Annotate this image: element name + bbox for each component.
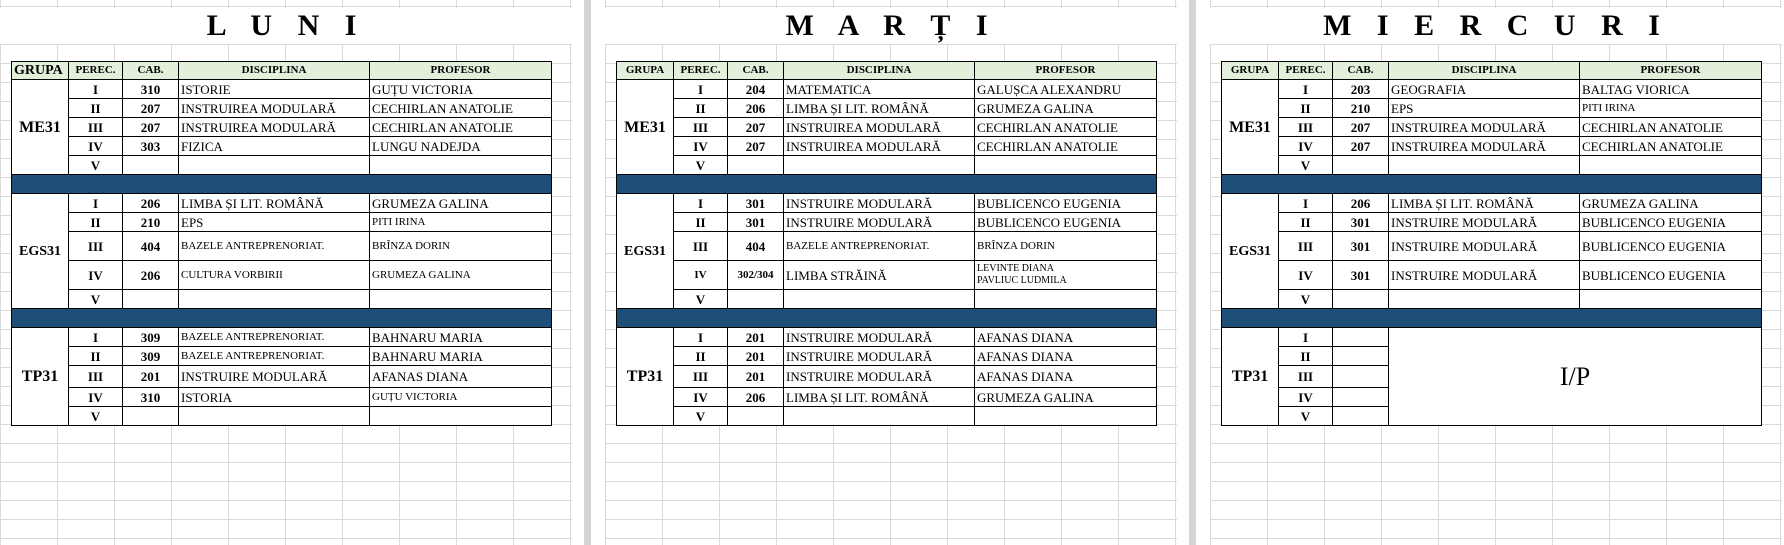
- disciplina-cell[interactable]: LIMBA ȘI LIT. ROMÂNĂ: [784, 388, 975, 407]
- header-cab[interactable]: CAB.: [728, 62, 784, 80]
- profesor-cell[interactable]: PITI IRINA: [1580, 99, 1762, 118]
- perec-cell[interactable]: II: [1279, 213, 1333, 232]
- header-cab[interactable]: CAB.: [1333, 62, 1389, 80]
- perec-cell[interactable]: III: [69, 118, 123, 137]
- table-row: [1222, 118, 1762, 137]
- header-disciplina[interactable]: DISCIPLINA: [1389, 62, 1580, 80]
- table-row: [617, 137, 1157, 156]
- cab-cell[interactable]: 301: [728, 194, 784, 213]
- table-row: [617, 232, 1157, 261]
- group-cell[interactable]: ME31: [1222, 80, 1279, 175]
- cab-cell[interactable]: 201: [728, 366, 784, 388]
- cab-cell[interactable]: [123, 407, 179, 426]
- perec-cell[interactable]: III: [1279, 118, 1333, 137]
- perec-cell[interactable]: II: [674, 99, 728, 118]
- perec-cell[interactable]: III: [674, 118, 728, 137]
- profesor-cell[interactable]: GRUMEZA GALINA: [975, 99, 1157, 118]
- cab-cell[interactable]: [1333, 290, 1389, 309]
- profesor-cell[interactable]: [975, 261, 1157, 290]
- sheet-luni: [0, 0, 572, 545]
- perec-cell[interactable]: V: [674, 290, 728, 309]
- cab-cell[interactable]: 309: [123, 328, 179, 347]
- profesor-cell[interactable]: AFANAS DIANA: [975, 366, 1157, 388]
- profesor-cell[interactable]: LUNGU NADEJDA: [370, 137, 552, 156]
- disciplina-cell[interactable]: BAZELE ANTREPRENORIAT.: [179, 328, 370, 347]
- header-disciplina[interactable]: DISCIPLINA: [179, 62, 370, 80]
- table-row: [1222, 156, 1762, 175]
- group-cell[interactable]: EGS31: [1222, 194, 1279, 309]
- day-title-miercuri: M I E R C U R I: [1210, 8, 1782, 44]
- header-profesor[interactable]: PROFESOR: [370, 62, 552, 80]
- perec-cell[interactable]: V: [674, 407, 728, 426]
- table-row: [12, 80, 552, 99]
- disciplina-cell[interactable]: [179, 290, 370, 309]
- cab-cell[interactable]: [728, 290, 784, 309]
- profesor-cell[interactable]: [1580, 156, 1762, 175]
- cab-cell[interactable]: 303: [123, 137, 179, 156]
- profesor-cell[interactable]: AFANAS DIANA: [975, 347, 1157, 366]
- perec-cell[interactable]: I: [1279, 80, 1333, 99]
- table-row: [617, 118, 1157, 137]
- table-row: [617, 80, 1157, 99]
- disciplina-cell[interactable]: ISTORIE: [179, 80, 370, 99]
- group-cell[interactable]: EGS31: [12, 194, 69, 309]
- disciplina-cell[interactable]: INSTRUIREA MODULARĂ: [179, 99, 370, 118]
- perec-cell[interactable]: IV: [69, 388, 123, 407]
- disciplina-cell[interactable]: INSTRUIREA MODULARĂ: [1389, 137, 1580, 156]
- profesor-cell[interactable]: BALTAG VIORICA: [1580, 80, 1762, 99]
- table-row: [617, 99, 1157, 118]
- table-row: [12, 99, 552, 118]
- day-title-marti: M A R Ț I: [605, 8, 1177, 44]
- perec-cell[interactable]: III: [1279, 232, 1333, 261]
- disciplina-cell[interactable]: INSTRUIRE MODULARĂ: [784, 347, 975, 366]
- cab-cell[interactable]: 301: [728, 213, 784, 232]
- disciplina-cell[interactable]: INSTRUIRE MODULARĂ: [784, 328, 975, 347]
- header-perec[interactable]: PEREC.: [1279, 62, 1333, 80]
- disciplina-cell[interactable]: INSTRUIREA MODULARĂ: [1389, 118, 1580, 137]
- table-row: [1222, 232, 1762, 261]
- cab-cell[interactable]: 207: [728, 137, 784, 156]
- cab-cell[interactable]: [1333, 347, 1389, 366]
- group-cell[interactable]: ME31: [12, 80, 69, 175]
- perec-cell[interactable]: II: [1279, 347, 1333, 366]
- group-cell[interactable]: EGS31: [617, 194, 674, 309]
- cab-cell[interactable]: 206: [728, 99, 784, 118]
- profesor-cell[interactable]: GRUMEZA GALINA: [370, 194, 552, 213]
- cab-cell[interactable]: 207: [123, 118, 179, 137]
- disciplina-cell[interactable]: LIMBA ȘI LIT. ROMÂNĂ: [1389, 194, 1580, 213]
- group-separator-band: [1222, 309, 1762, 328]
- perec-cell[interactable]: V: [69, 290, 123, 309]
- profesor-cell[interactable]: [975, 290, 1157, 309]
- profesor-cell[interactable]: CECHIRLAN ANATOLIE: [370, 118, 552, 137]
- perec-cell[interactable]: I: [69, 80, 123, 99]
- table-row: [12, 213, 552, 232]
- perec-cell[interactable]: IV: [674, 261, 728, 290]
- disciplina-cell[interactable]: LIMBA STRĂINĂ: [784, 261, 975, 290]
- disciplina-cell[interactable]: MATEMATICA: [784, 80, 975, 99]
- perec-cell[interactable]: V: [674, 156, 728, 175]
- perec-cell[interactable]: V: [1279, 156, 1333, 175]
- profesor-cell[interactable]: [975, 407, 1157, 426]
- perec-cell[interactable]: V: [69, 407, 123, 426]
- cab-cell[interactable]: 206: [123, 261, 179, 290]
- profesor-cell[interactable]: GALUȘCA ALEXANDRU: [975, 80, 1157, 99]
- profesor-cell[interactable]: [370, 290, 552, 309]
- disciplina-cell[interactable]: LIMBA ȘI LIT. ROMÂNĂ: [179, 194, 370, 213]
- disciplina-cell[interactable]: INSTRUIREA MODULARĂ: [784, 118, 975, 137]
- disciplina-cell[interactable]: [784, 156, 975, 175]
- profesor-cell[interactable]: BUBLICENCO EUGENIA: [975, 213, 1157, 232]
- table-row: [12, 328, 552, 347]
- table-row: [12, 156, 552, 175]
- table-row: [1222, 80, 1762, 99]
- table-row: [617, 194, 1157, 213]
- cab-cell[interactable]: 310: [123, 388, 179, 407]
- cab-cell[interactable]: 207: [1333, 118, 1389, 137]
- cab-cell[interactable]: 210: [1333, 99, 1389, 118]
- cab-cell[interactable]: 201: [123, 366, 179, 388]
- group-separator-band: [617, 175, 1157, 194]
- profesor-cell[interactable]: [975, 156, 1157, 175]
- disciplina-cell[interactable]: EPS: [179, 213, 370, 232]
- header-grupa[interactable]: GRUPA: [1222, 62, 1279, 80]
- table-row: [12, 388, 552, 407]
- profesor-cell[interactable]: CECHIRLAN ANATOLIE: [370, 99, 552, 118]
- profesor-cell[interactable]: BUBLICENCO EUGENIA: [1580, 232, 1762, 261]
- perec-cell[interactable]: II: [1279, 99, 1333, 118]
- profesor-cell[interactable]: [370, 156, 552, 175]
- perec-cell[interactable]: II: [69, 213, 123, 232]
- table-row: [617, 407, 1157, 426]
- cab-cell[interactable]: 310: [123, 80, 179, 99]
- disciplina-cell[interactable]: EPS: [1389, 99, 1580, 118]
- header-cab[interactable]: CAB.: [123, 62, 179, 80]
- header-grupa[interactable]: GRUPA: [617, 62, 674, 80]
- sheet-separator: [1189, 0, 1196, 545]
- cab-cell[interactable]: [1333, 366, 1389, 388]
- cab-cell[interactable]: [728, 156, 784, 175]
- disciplina-cell[interactable]: INSTRUIRE MODULARĂ: [784, 213, 975, 232]
- perec-cell[interactable]: III: [69, 232, 123, 261]
- profesor-cell[interactable]: AFANAS DIANA: [370, 366, 552, 388]
- profesor-cell[interactable]: BUBLICENCO EUGENIA: [1580, 261, 1762, 290]
- perec-cell[interactable]: I: [1279, 328, 1333, 347]
- table-row: [12, 366, 552, 388]
- group-cell[interactable]: ME31: [617, 80, 674, 175]
- sheet-marti: [605, 0, 1177, 545]
- group-separator-band: [617, 309, 1157, 328]
- perec-cell[interactable]: I: [674, 328, 728, 347]
- perec-cell[interactable]: II: [674, 347, 728, 366]
- group-separator-band: [12, 175, 552, 194]
- cab-cell[interactable]: 207: [1333, 137, 1389, 156]
- cab-cell[interactable]: 206: [1333, 194, 1389, 213]
- perec-cell[interactable]: III: [674, 232, 728, 261]
- cab-cell[interactable]: 207: [123, 99, 179, 118]
- header-grupa[interactable]: GRUPA: [12, 62, 69, 80]
- disciplina-cell[interactable]: [179, 156, 370, 175]
- perec-cell[interactable]: IV: [674, 137, 728, 156]
- profesor-cell[interactable]: GUȚU VICTORIA: [370, 80, 552, 99]
- cab-cell[interactable]: 301: [1333, 261, 1389, 290]
- profesor-cell[interactable]: CECHIRLAN ANATOLIE: [975, 118, 1157, 137]
- table-row: [1222, 290, 1762, 309]
- profesor-cell[interactable]: GUȚU VICTORIA: [370, 388, 552, 407]
- group-cell[interactable]: TP31: [1222, 328, 1279, 426]
- schedule-table-miercuri: [1221, 61, 1762, 426]
- cab-cell[interactable]: 210: [123, 213, 179, 232]
- day-title-luni: L U N I: [0, 8, 572, 44]
- disciplina-cell[interactable]: [1389, 156, 1580, 175]
- cab-cell[interactable]: 206: [123, 194, 179, 213]
- disciplina-cell[interactable]: LIMBA ȘI LIT. ROMÂNĂ: [784, 99, 975, 118]
- table-row: [617, 213, 1157, 232]
- disciplina-cell[interactable]: INSTRUIREA MODULARĂ: [784, 137, 975, 156]
- schedule-table-marti: [616, 61, 1157, 426]
- perec-cell[interactable]: IV: [1279, 261, 1333, 290]
- perec-cell[interactable]: IV: [1279, 137, 1333, 156]
- group-separator-band: [1222, 175, 1762, 194]
- cab-cell[interactable]: 404: [728, 232, 784, 261]
- profesor-cell[interactable]: PITI IRINA: [370, 213, 552, 232]
- table-row: [12, 407, 552, 426]
- table-row: [1222, 328, 1762, 347]
- group-separator-band: [12, 309, 552, 328]
- cab-cell[interactable]: 201: [728, 328, 784, 347]
- profesor-cell[interactable]: BAHNARU MARIA: [370, 328, 552, 347]
- disciplina-cell[interactable]: INSTRUIRE MODULARĂ: [1389, 213, 1580, 232]
- profesor-cell[interactable]: [1580, 290, 1762, 309]
- profesor-cell[interactable]: BRÎNZA DORIN: [975, 232, 1157, 261]
- cab-cell[interactable]: 206: [728, 388, 784, 407]
- disciplina-cell[interactable]: CULTURA VORBIRII: [179, 261, 370, 290]
- perec-cell[interactable]: I: [1279, 194, 1333, 213]
- profesor-cell[interactable]: CECHIRLAN ANATOLIE: [975, 137, 1157, 156]
- profesor-cell[interactable]: GRUMEZA GALINA: [370, 261, 552, 290]
- table-row: [617, 388, 1157, 407]
- table-row: [1222, 194, 1762, 213]
- perec-cell[interactable]: V: [69, 156, 123, 175]
- cab-cell[interactable]: 204: [728, 80, 784, 99]
- cab-cell[interactable]: [1333, 407, 1389, 426]
- cab-cell[interactable]: [1333, 328, 1389, 347]
- table-row: [617, 328, 1157, 347]
- disciplina-cell[interactable]: [179, 407, 370, 426]
- perec-cell[interactable]: I: [69, 328, 123, 347]
- schedule-table-luni: [11, 61, 552, 426]
- disciplina-cell[interactable]: BAZELE ANTREPRENORIAT.: [784, 232, 975, 261]
- table-row: [617, 156, 1157, 175]
- disciplina-cell[interactable]: [784, 407, 975, 426]
- disciplina-cell[interactable]: INSTRUIRE MODULARĂ: [179, 366, 370, 388]
- table-row: [617, 366, 1157, 388]
- header-disciplina[interactable]: DISCIPLINA: [784, 62, 975, 80]
- perec-cell[interactable]: II: [674, 213, 728, 232]
- profesor-cell[interactable]: BUBLICENCO EUGENIA: [1580, 213, 1762, 232]
- profesor-cell[interactable]: GRUMEZA GALINA: [975, 388, 1157, 407]
- disciplina-cell[interactable]: INSTRUIRE MODULARĂ: [1389, 261, 1580, 290]
- table-row: [617, 290, 1157, 309]
- disciplina-cell[interactable]: INSTRUIREA MODULARĂ: [179, 118, 370, 137]
- perec-cell[interactable]: I: [674, 80, 728, 99]
- merged-practice-cell[interactable]: I/P: [1389, 328, 1762, 426]
- profesor-cell[interactable]: BUBLICENCO EUGENIA: [975, 194, 1157, 213]
- disciplina-cell[interactable]: [784, 290, 975, 309]
- disciplina-cell[interactable]: ISTORIA: [179, 388, 370, 407]
- cab-cell[interactable]: 302/304: [728, 261, 784, 290]
- disciplina-cell[interactable]: FIZICA: [179, 137, 370, 156]
- table-row: [12, 232, 552, 261]
- profesor-cell[interactable]: BAHNARU MARIA: [370, 347, 552, 366]
- perec-cell[interactable]: II: [69, 99, 123, 118]
- table-row: [12, 261, 552, 290]
- table-row: [1222, 137, 1762, 156]
- profesor-cell[interactable]: [370, 407, 552, 426]
- sheet-miercuri: [1210, 0, 1782, 545]
- table-row: [1222, 99, 1762, 118]
- profesor-cell[interactable]: CECHIRLAN ANATOLIE: [1580, 137, 1762, 156]
- profesor-name: LEVINTE DIANA: [977, 263, 1054, 274]
- disciplina-cell[interactable]: [1389, 290, 1580, 309]
- cab-cell[interactable]: 404: [123, 232, 179, 261]
- cab-cell[interactable]: 301: [1333, 232, 1389, 261]
- cab-cell[interactable]: [123, 290, 179, 309]
- cab-cell[interactable]: 301: [1333, 213, 1389, 232]
- perec-cell[interactable]: V: [1279, 407, 1333, 426]
- table-row: [617, 261, 1157, 290]
- sheet-separator: [584, 0, 591, 545]
- perec-cell[interactable]: III: [69, 366, 123, 388]
- group-cell[interactable]: TP31: [12, 328, 69, 426]
- header-perec[interactable]: PEREC.: [69, 62, 123, 80]
- perec-cell[interactable]: IV: [69, 137, 123, 156]
- disciplina-cell[interactable]: INSTRUIRE MODULARĂ: [784, 194, 975, 213]
- profesor-cell[interactable]: GRUMEZA GALINA: [1580, 194, 1762, 213]
- disciplina-cell[interactable]: BAZELE ANTREPRENORIAT.: [179, 232, 370, 261]
- profesor-cell[interactable]: CECHIRLAN ANATOLIE: [1580, 118, 1762, 137]
- group-cell[interactable]: TP31: [617, 328, 674, 426]
- perec-cell[interactable]: III: [674, 366, 728, 388]
- profesor-cell[interactable]: AFANAS DIANA: [975, 328, 1157, 347]
- disciplina-cell[interactable]: BAZELE ANTREPRENORIAT.: [179, 347, 370, 366]
- cab-cell[interactable]: 201: [728, 347, 784, 366]
- header-profesor[interactable]: PROFESOR: [975, 62, 1157, 80]
- cab-cell[interactable]: [728, 407, 784, 426]
- perec-cell[interactable]: I: [674, 194, 728, 213]
- table-row: [12, 347, 552, 366]
- header-profesor[interactable]: PROFESOR: [1580, 62, 1762, 80]
- disciplina-cell[interactable]: INSTRUIRE MODULARĂ: [784, 366, 975, 388]
- perec-cell[interactable]: V: [1279, 290, 1333, 309]
- table-row: [12, 194, 552, 213]
- disciplina-cell[interactable]: GEOGRAFIA: [1389, 80, 1580, 99]
- table-row: [12, 118, 552, 137]
- perec-cell[interactable]: I: [69, 194, 123, 213]
- cab-cell[interactable]: [1333, 156, 1389, 175]
- table-row: [617, 347, 1157, 366]
- table-row: [1222, 261, 1762, 290]
- table-row: [12, 290, 552, 309]
- cab-cell[interactable]: 203: [1333, 80, 1389, 99]
- perec-cell[interactable]: II: [69, 347, 123, 366]
- cab-cell[interactable]: [123, 156, 179, 175]
- perec-cell[interactable]: IV: [674, 388, 728, 407]
- perec-cell[interactable]: IV: [1279, 388, 1333, 407]
- profesor-cell[interactable]: BRÎNZA DORIN: [370, 232, 552, 261]
- cab-cell[interactable]: 207: [728, 118, 784, 137]
- profesor-name: PAVLIUC LUDMILA: [977, 275, 1067, 286]
- cab-cell[interactable]: 309: [123, 347, 179, 366]
- table-row: [1222, 213, 1762, 232]
- table-row: [12, 137, 552, 156]
- header-perec[interactable]: PEREC.: [674, 62, 728, 80]
- disciplina-cell[interactable]: INSTRUIRE MODULARĂ: [1389, 232, 1580, 261]
- cab-cell[interactable]: [1333, 388, 1389, 407]
- perec-cell[interactable]: IV: [69, 261, 123, 290]
- perec-cell[interactable]: III: [1279, 366, 1333, 388]
